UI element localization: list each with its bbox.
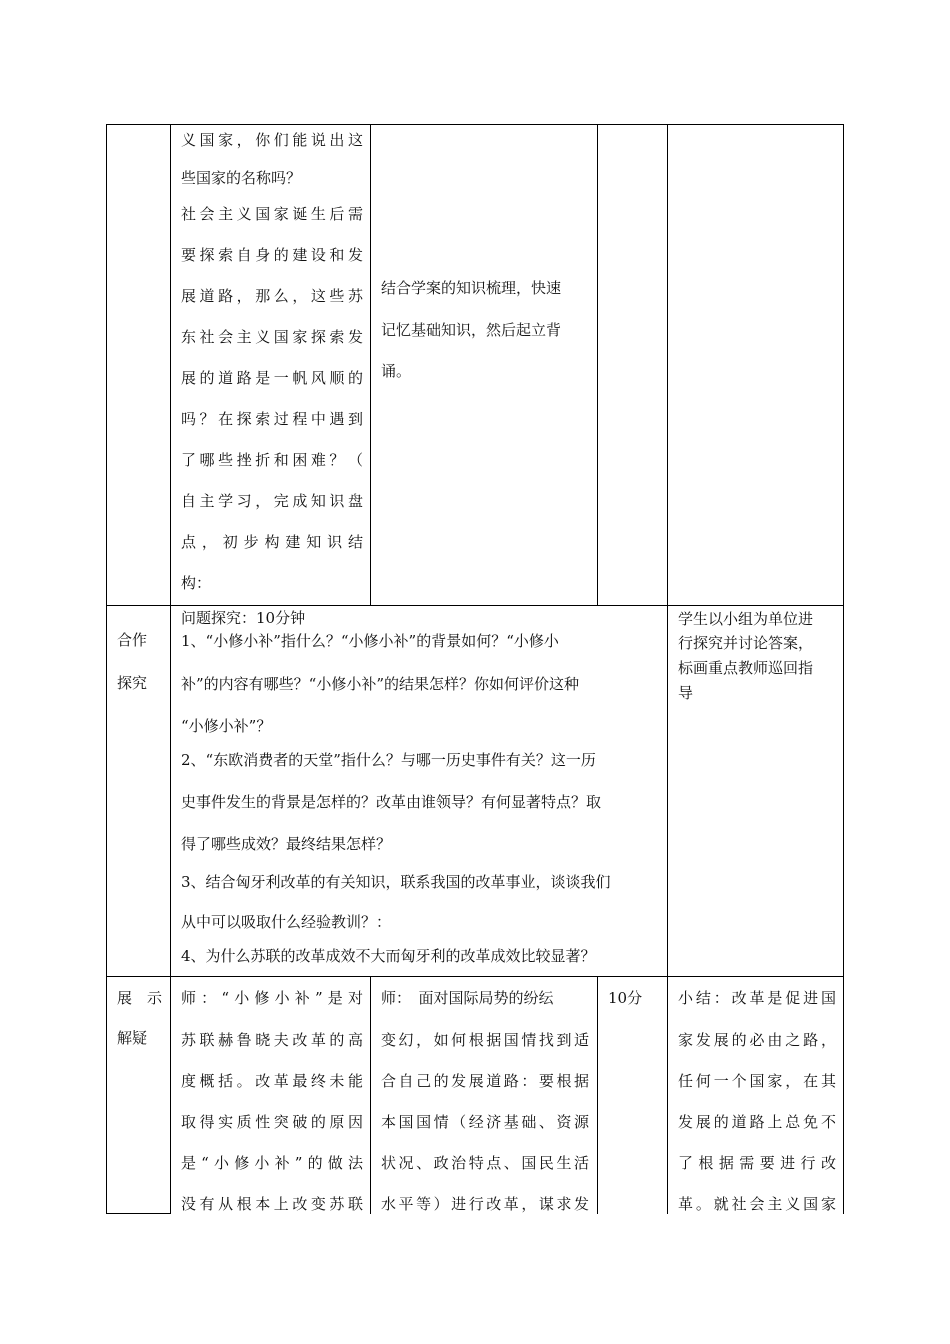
text-line: 点，初步构建知识结 bbox=[181, 533, 363, 551]
text-line: 师： 面对国际局势的纷纭 bbox=[381, 989, 554, 1007]
text-line: 展的道路是一帆风顺的 bbox=[181, 369, 363, 387]
text-line: 发展的道路上总免不 bbox=[678, 1113, 836, 1131]
note-line: 学生以小组为单位进 bbox=[678, 610, 814, 628]
text-line: 没有从根本上改变苏联 bbox=[181, 1195, 363, 1213]
time-allocation: 10分 bbox=[608, 989, 643, 1007]
text-line: 苏联赫鲁晓夫改革的高 bbox=[181, 1031, 363, 1049]
question-line: “小修小补”？ bbox=[181, 717, 272, 735]
text-line: 义国家，你们能说出这 bbox=[181, 131, 363, 149]
question-line: 2、“东欧消费者的天堂”指什么？与哪一历史事件有关？这一历 bbox=[181, 751, 596, 769]
text-line: 展道路，那么，这些苏 bbox=[181, 287, 363, 305]
question-line: 得了哪些成效？最终结果怎样？ bbox=[181, 835, 392, 853]
text-line: 家发展的必由之路， bbox=[678, 1031, 836, 1049]
note-line: 行探究并讨论答案， bbox=[678, 634, 814, 652]
text-line: 变幻，如何根据国情找到适 bbox=[381, 1031, 589, 1049]
text-line: 度概括。改革最终未能 bbox=[181, 1072, 363, 1090]
text-line: 些国家的名称吗？ bbox=[181, 169, 302, 187]
text-line: 状况、政治特点、国民生活 bbox=[381, 1154, 589, 1172]
text-line: 了哪些挫折和困难？（ bbox=[181, 451, 363, 469]
text-line: 构： bbox=[181, 574, 212, 592]
text-line: 革。就社会主义国家 bbox=[678, 1195, 836, 1213]
text-line: 记忆基础知识，然后起立背 bbox=[381, 321, 562, 339]
question-line: 补”的内容有哪些？“小修小补”的结果怎样？你如何评价这种 bbox=[181, 675, 580, 693]
text-line: 小结：改革是促进国 bbox=[678, 989, 836, 1007]
text-line: 诵。 bbox=[381, 362, 412, 380]
text-line: 取得实质性突破的原因 bbox=[181, 1113, 363, 1131]
section-heading: 问题探究：10分钟 bbox=[181, 609, 306, 627]
question-line: 从中可以吸取什么经验教训？： bbox=[181, 913, 392, 931]
row-label: 探究 bbox=[117, 674, 148, 692]
text-line: 了根据需要进行改 bbox=[678, 1154, 836, 1172]
text-line: 要探索自身的建设和发 bbox=[181, 246, 363, 264]
row-label: 合作 bbox=[117, 631, 148, 649]
text-line: 东社会主义国家探索发 bbox=[181, 328, 363, 346]
text-line: 水平等）进行改革，谋求发 bbox=[381, 1195, 589, 1213]
question-line: 4、为什么苏联的改革成效不大而匈牙利的改革成效比较显著？ bbox=[181, 947, 596, 965]
note-line: 标画重点教师巡回指 bbox=[678, 659, 814, 677]
question-line: 1、“小修小补”指什么？“小修小补”的背景如何？“小修小 bbox=[181, 632, 559, 650]
text-line: 任何一个国家，在其 bbox=[678, 1072, 836, 1090]
row-label: 解疑 bbox=[117, 1029, 148, 1047]
row-label: 展 示 bbox=[117, 989, 163, 1007]
text-line: 社会主义国家诞生后需 bbox=[181, 205, 363, 223]
text-line: 吗？在探索过程中遇到 bbox=[181, 410, 363, 428]
question-line: 史事件发生的背景是怎样的？改革由谁领导？有何显著特点？取 bbox=[181, 793, 602, 811]
text-line: 合自己的发展道路：要根据 bbox=[381, 1072, 589, 1090]
text-line: 结合学案的知识梳理，快速 bbox=[381, 279, 562, 297]
question-line: 3、结合匈牙利改革的有关知识，联系我国的改革事业，谈谈我们 bbox=[181, 873, 611, 891]
text-line: 是“小修小补”的做法 bbox=[181, 1154, 363, 1172]
note-line: 导 bbox=[678, 684, 694, 702]
text-line: 自主学习，完成知识盘 bbox=[181, 492, 363, 510]
text-line: 师：“小修小补”是对 bbox=[181, 989, 363, 1007]
text-line: 本国国情（经济基础、资源 bbox=[381, 1113, 589, 1131]
